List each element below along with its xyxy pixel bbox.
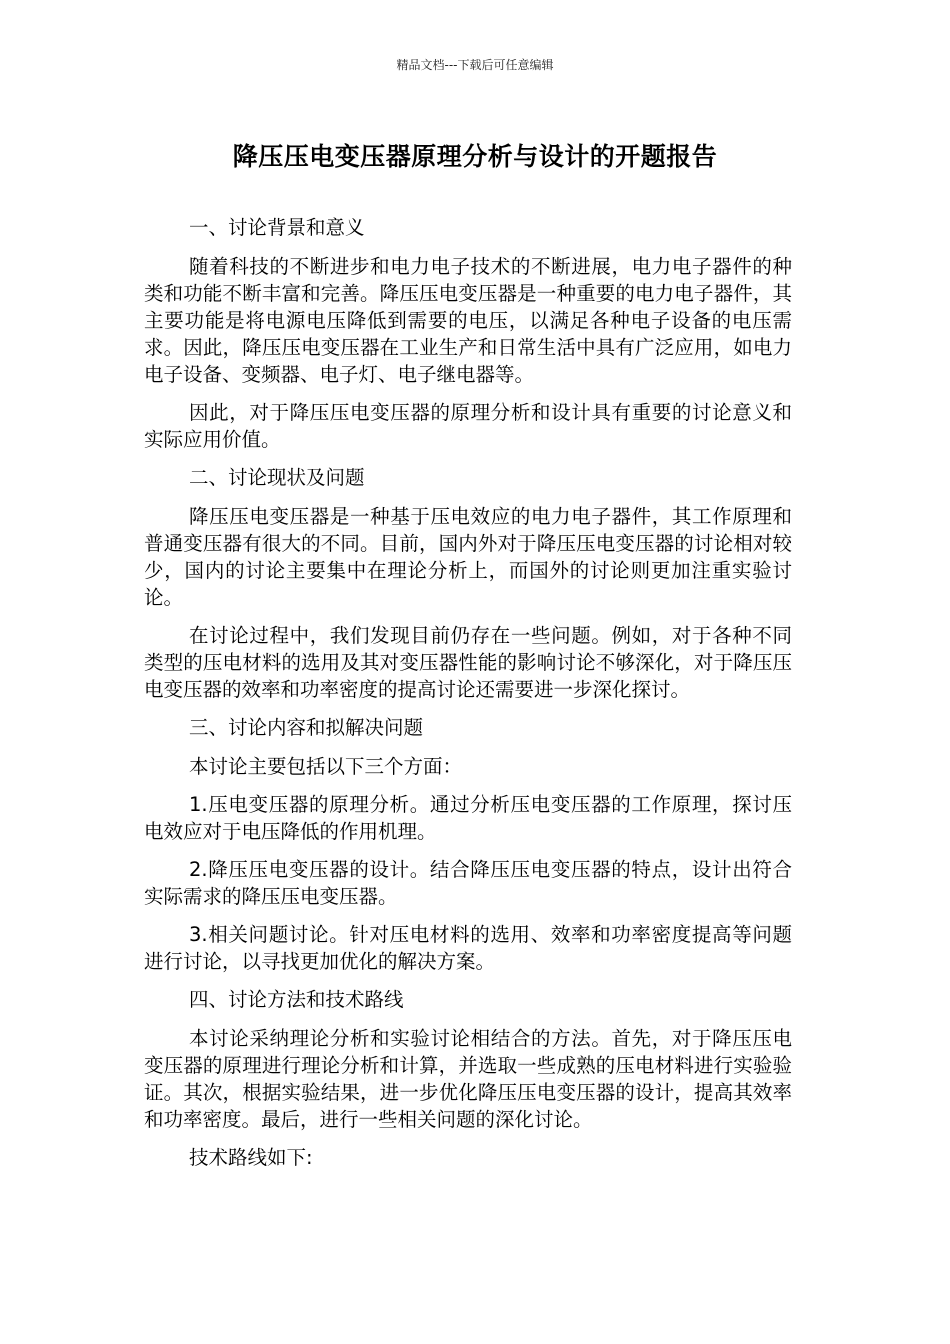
paragraph-method-1: 本讨论采纳理论分析和实验讨论相结合的方法。首先，对于降压压电变压器的原理进行理论分析和计算，并选取一些成熟的压电材料进行实验验证。其次，根据实验结果，进一步优化降压压电变压器的设计，提高其效率和功率密度。最后，进行一些相关问题的深化讨论。 (144, 1027, 792, 1131)
paragraph-background-2: 因此，对于降压压电变压器的原理分析和设计具有重要的讨论意义和实际应用价值。 (144, 401, 792, 451)
section-heading-method: 四、讨论方法和技术路线 (189, 988, 404, 1011)
document-body (144, 214, 792, 1182)
section-heading-background: 一、讨论背景和意义 (189, 216, 365, 239)
page-header: 精品文档---下载后可任意编辑 (396, 58, 554, 72)
section-heading-status: 二、讨论现状及问题 (189, 466, 365, 489)
section-heading-content: 三、讨论内容和拟解决问题 (189, 716, 424, 739)
paragraph-status-1: 降压压电变压器是一种基于压电效应的电力电子器件，其工作原理和普通变压器有很大的不同。目前，国内外对于降压压电变压器的讨论相对较少，国内的讨论主要集中在理论分析上，而国外的讨论则更加注重实验讨论。 (144, 505, 792, 609)
paragraph-content-intro: 本讨论主要包括以下三个方面： (189, 755, 463, 778)
paragraph-content-item-1: 1.压电变压器的原理分析。通过分析压电变压器的工作原理，探讨压电效应对于电压降低的作用机理。 (144, 793, 792, 843)
paragraph-content-item-2: 2.降压压电变压器的设计。结合降压压电变压器的特点，设计出符合实际需求的降压压电变压器。 (144, 858, 792, 908)
paragraph-method-route: 技术路线如下: (189, 1146, 313, 1169)
paragraph-content-item-3: 3.相关问题讨论。针对压电材料的选用、效率和功率密度提高等问题进行讨论，以寻找更加优化的解决方案。 (144, 923, 792, 973)
document-title: 降压压电变压器原理分析与设计的开题报告 (232, 142, 718, 171)
paragraph-background-1: 随着科技的不断进步和电力电子技术的不断进展，电力电子器件的种类和功能不断丰富和完善。降压压电变压器是一种重要的电力电子器件，其主要功能是将电源电压降低到需要的电压，以满足各种电子设备的电压需求。因此，降压压电变压器在工业生产和日常生活中具有广泛应用，如电力电子设备、变频器、电子灯、电子继电器等。 (144, 255, 792, 386)
paragraph-status-2: 在讨论过程中，我们发现目前仍存在一些问题。例如，对于各种不同类型的压电材料的选用及其对变压器性能的影响讨论不够深化，对于降压压电变压器的效率和功率密度的提高讨论还需要进一步深化探讨。 (144, 624, 792, 701)
